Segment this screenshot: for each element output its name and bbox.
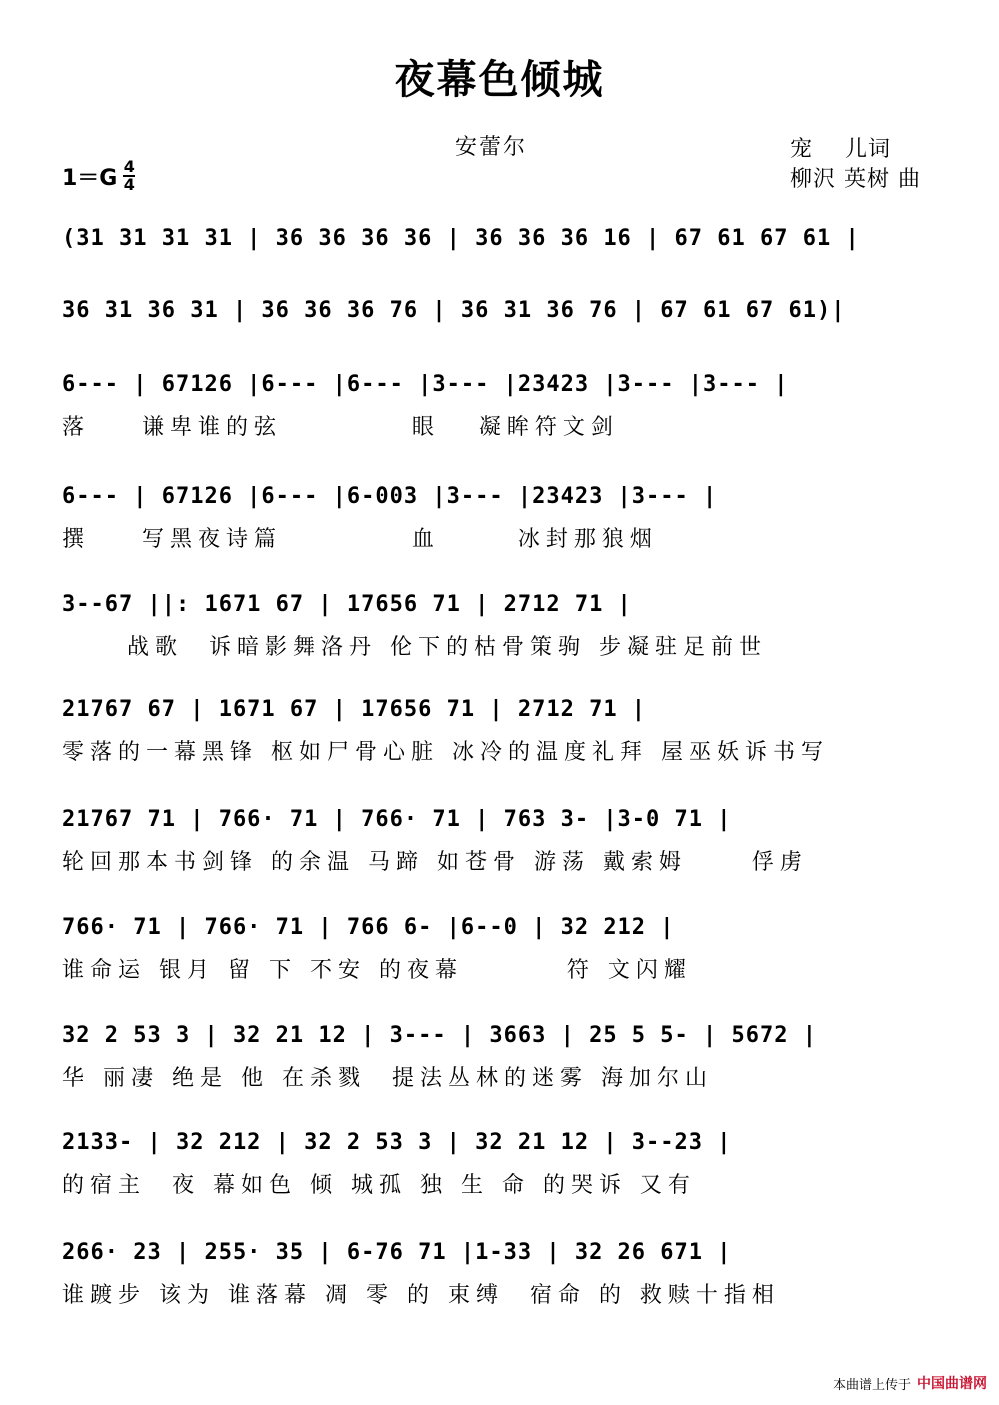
score-line: 6--- | 67126 |6--- |6--- |3--- |23423 |3--- |3--- | bbox=[62, 372, 789, 397]
score-line: 3--67 ||: 1671 67 | 17656 71 | 2712 71 | bbox=[62, 592, 632, 617]
key-signature bbox=[62, 157, 135, 194]
lyric-line: 零落的一幕黑锋 枢如尸骨心脏 冰冷的温度礼拜 屋巫妖诉书写 bbox=[62, 740, 829, 765]
song-title: 夜幕色倾城 bbox=[394, 56, 605, 103]
singer-name: 安蕾尔 bbox=[455, 135, 528, 160]
score-line: 266· 23 | 255· 35 | 6-76 71 |1-33 | 32 26 671 | bbox=[62, 1240, 732, 1265]
time-signature bbox=[123, 157, 135, 194]
score-line: 21767 71 | 766· 71 | 766· 71 | 763 3- |3-0 71 | bbox=[62, 807, 732, 832]
lyric-line: 的宿主 夜 幕如色 倾 城孤 独 生 命 的哭诉 又有 bbox=[62, 1173, 696, 1198]
footer-credit bbox=[833, 1373, 987, 1393]
score-line: 2133- | 32 212 | 32 2 53 3 | 32 21 12 | 3--23 | bbox=[62, 1130, 732, 1155]
time-signature-top: 4 bbox=[123, 157, 135, 176]
lyric-line: 谁命运 银月 留 下 不安 的夜幕 符 文闪耀 bbox=[62, 958, 692, 983]
score-line: 21767 67 | 1671 67 | 17656 71 | 2712 71 | bbox=[62, 697, 647, 722]
key-label: 1＝G bbox=[62, 165, 118, 191]
lyricist-credit: 宠 儿词 bbox=[790, 137, 891, 162]
time-signature-bottom: 4 bbox=[123, 175, 135, 194]
lyric-line: 谁踱步 该为 谁落幕 凋 零 的 束缚 宿命 的 救赎十指相 bbox=[62, 1283, 780, 1308]
score-line: 6--- | 67126 |6--- |6-003 |3--- |23423 |3--- | bbox=[62, 484, 718, 509]
lyric-line: 落 谦卑谁的弦 眼 凝眸符文剑 bbox=[62, 415, 619, 440]
score-line: 32 2 53 3 | 32 21 12 | 3--- | 3663 | 25 5 5- | 5672 | bbox=[62, 1023, 817, 1048]
score-line: (31 31 31 31 | 36 36 36 36 | 36 36 36 16 | 67 61 67 61 | bbox=[62, 226, 860, 251]
site-logo[interactable]: 中国曲谱网 bbox=[917, 1376, 987, 1392]
lyric-line: 轮回那本书剑锋 的余温 马蹄 如苍骨 游荡 戴索姆 俘虏 bbox=[62, 850, 808, 875]
score-line: 36 31 36 31 | 36 36 36 76 | 36 31 36 76 | 67 61 67 61)| bbox=[62, 298, 846, 323]
lyric-line: 撰 写黑夜诗篇 血 冰封那狼烟 bbox=[62, 527, 658, 552]
score-line: 766· 71 | 766· 71 | 766 6- |6--0 | 32 212 | bbox=[62, 915, 675, 940]
lyric-line: 战歌 诉暗影舞洛丹 伦下的枯骨策驹 步凝驻足前世 bbox=[62, 635, 767, 660]
footer-text: 本曲谱上传于 bbox=[832, 1377, 911, 1393]
composer-credit: 柳沢 英树 曲 bbox=[790, 167, 921, 192]
lyric-line: 华 丽凄 绝是 他 在杀戮 提法丛林的迷雾 海加尔山 bbox=[62, 1066, 713, 1091]
